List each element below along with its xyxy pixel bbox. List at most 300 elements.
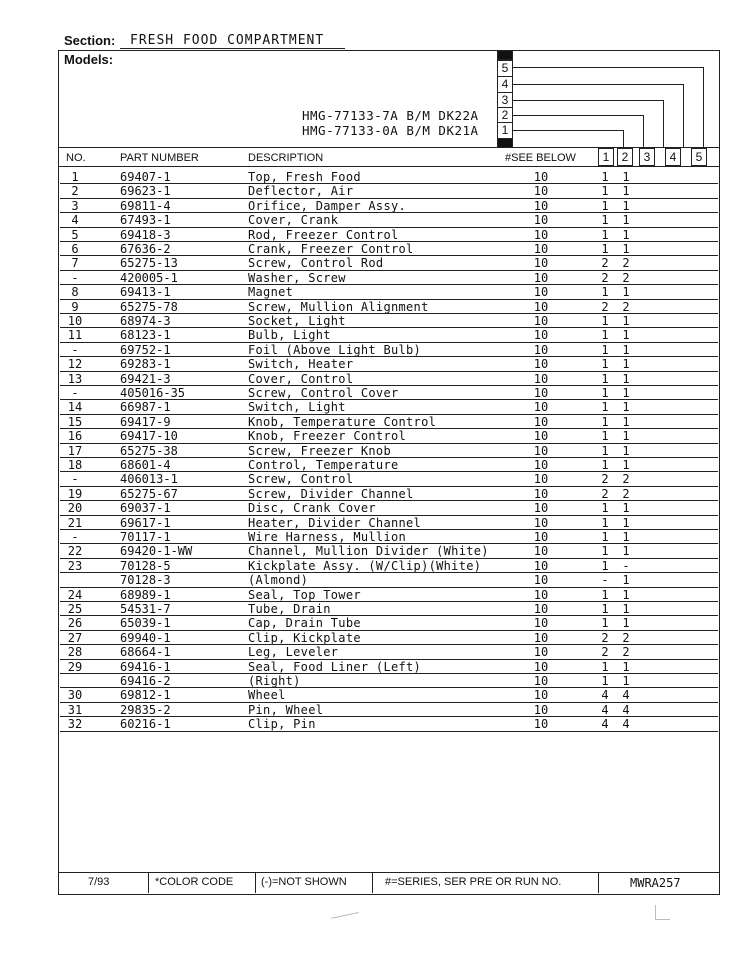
see-below-code: 10: [533, 270, 549, 285]
qty-model-2: 1: [622, 616, 630, 631]
part-number: 69420-1-WW: [120, 544, 193, 559]
see-below-code: 10: [533, 429, 549, 444]
qty-model-2: -: [622, 558, 630, 573]
part-number: 65275-38: [120, 443, 178, 458]
qty-model-2: 1: [622, 544, 630, 559]
description: Rod, Freezer Control: [248, 227, 399, 242]
part-number: 65275-13: [120, 256, 178, 271]
qty-model-2: 1: [622, 414, 630, 429]
description: Seal, Top Tower: [248, 587, 361, 602]
row-number: 19: [67, 486, 83, 501]
row-number: 3: [71, 198, 79, 213]
see-below-code: 10: [533, 227, 549, 242]
table-row: [60, 256, 718, 270]
table-row: [60, 170, 718, 184]
qty-model-1: 1: [601, 227, 609, 242]
qty-model-1: 1: [601, 184, 609, 199]
part-number: 69037-1: [120, 501, 171, 516]
see-below-code: 10: [533, 256, 549, 271]
table-row: [60, 602, 718, 616]
connector-4-h: [513, 84, 683, 85]
qty-model-1: 1: [601, 342, 609, 357]
description: Crank, Freezer Control: [248, 242, 414, 256]
table-row: [60, 458, 718, 472]
table-row: [60, 271, 718, 285]
see-below-code: 10: [533, 328, 549, 343]
part-number: 69407-1: [120, 170, 171, 184]
header-col-3: 3: [639, 148, 655, 166]
part-number: 29835-2: [120, 702, 171, 717]
part-number: 69940-1: [120, 630, 171, 645]
see-below-code: 10: [533, 717, 549, 732]
part-number: 70128-3: [120, 573, 171, 588]
table-row: [60, 660, 718, 674]
see-below-code: 10: [533, 342, 549, 357]
table-row: [60, 386, 718, 400]
part-number: 68123-1: [120, 328, 171, 343]
table-row: [60, 415, 718, 429]
part-number: 69418-3: [120, 227, 171, 242]
qty-model-2: 1: [622, 659, 630, 674]
qty-model-2: 4: [622, 702, 630, 717]
description: Channel, Mullion Divider (White): [248, 544, 489, 559]
see-below-code: 10: [533, 486, 549, 501]
qty-model-1: 1: [601, 414, 609, 429]
qty-model-1: 1: [601, 285, 609, 300]
qty-model-2: 1: [622, 515, 630, 530]
description: Knob, Freezer Control: [248, 429, 407, 444]
row-number: 10: [67, 314, 83, 328]
qty-model-1: 1: [601, 530, 609, 544]
table-row: [60, 242, 718, 256]
table-row: [60, 516, 718, 530]
part-number: 65039-1: [120, 616, 171, 631]
see-below-code: 10: [533, 371, 549, 386]
qty-model-1: 1: [601, 213, 609, 228]
header-col-5: 5: [691, 148, 707, 166]
table-row: [60, 328, 718, 342]
qty-model-2: 2: [622, 256, 630, 271]
part-number: 70117-1: [120, 530, 171, 544]
header-col-1: 1: [598, 148, 614, 166]
model-box-top-marker: [497, 50, 513, 60]
description: Deflector, Air: [248, 184, 354, 199]
qty-model-2: 1: [622, 587, 630, 602]
description: Clip, Pin: [248, 717, 316, 732]
header-no: NO.: [66, 152, 86, 164]
part-number: 68601-4: [120, 458, 171, 472]
qty-model-1: -: [601, 573, 609, 588]
table-row: [60, 429, 718, 443]
description: Foil (Above Light Bulb): [248, 342, 422, 357]
row-number: 22: [67, 544, 83, 559]
scan-mark: [329, 902, 359, 919]
row-number: 32: [67, 717, 83, 732]
description: Top, Fresh Food: [248, 170, 361, 184]
table-row: [60, 314, 718, 328]
table-row: [60, 717, 718, 731]
footer-date: 7/93: [88, 876, 110, 888]
table-row: [60, 184, 718, 198]
part-number: 68989-1: [120, 587, 171, 602]
table-row: [60, 300, 718, 314]
part-number: 69812-1: [120, 688, 171, 703]
description: Clip, Kickplate: [248, 630, 361, 645]
qty-model-1: 1: [601, 386, 609, 400]
table-row: [60, 703, 718, 717]
qty-model-1: 2: [601, 256, 609, 271]
qty-model-2: 1: [622, 443, 630, 458]
see-below-code: 10: [533, 702, 549, 717]
part-number: 68664-1: [120, 645, 171, 660]
description: Cap, Drain Tube: [248, 616, 361, 631]
qty-model-1: 2: [601, 299, 609, 314]
qty-model-1: 1: [601, 328, 609, 343]
row-number: 13: [67, 371, 83, 386]
qty-model-2: 1: [622, 170, 630, 184]
connector-3-v: [663, 100, 664, 147]
qty-model-2: 1: [622, 227, 630, 242]
part-number: 69416-1: [120, 659, 171, 674]
table-row: [60, 199, 718, 213]
model-line-1: HMG-77133-7A B/M DK22A: [302, 108, 479, 123]
row-number: -: [71, 342, 79, 357]
qty-model-1: 4: [601, 688, 609, 703]
table-row: [60, 631, 718, 645]
description: Socket, Light: [248, 314, 346, 328]
connector-1-v: [623, 130, 624, 147]
table-row: [60, 588, 718, 602]
qty-model-1: 1: [601, 587, 609, 602]
description: Seal, Food Liner (Left): [248, 659, 422, 674]
qty-model-2: 1: [622, 213, 630, 228]
header-see-below: #SEE BELOW: [505, 152, 576, 164]
qty-model-1: 1: [601, 458, 609, 472]
qty-model-1: 1: [601, 242, 609, 256]
footer-series-note: #=SERIES, SER PRE OR RUN NO.: [385, 876, 562, 888]
footer-divider: [372, 872, 373, 893]
description: Washer, Screw: [248, 270, 346, 285]
table-row: [60, 400, 718, 414]
description: Wheel: [248, 688, 286, 703]
connector-4-v: [683, 84, 684, 147]
see-below-code: 10: [533, 602, 549, 616]
description: Wire Harness, Mullion: [248, 530, 407, 544]
section-title: FRESH FOOD COMPARTMENT: [130, 33, 325, 48]
row-number: 7: [71, 256, 79, 271]
qty-model-2: 1: [622, 371, 630, 386]
qty-model-1: 2: [601, 645, 609, 660]
see-below-code: 10: [533, 659, 549, 674]
qty-model-1: 2: [601, 270, 609, 285]
see-below-code: 10: [533, 386, 549, 400]
table-row: [60, 372, 718, 386]
qty-model-2: 1: [622, 458, 630, 472]
part-number: 69283-1: [120, 357, 171, 372]
section-underline: [120, 48, 345, 49]
description: Leg, Leveler: [248, 645, 339, 660]
see-below-code: 10: [533, 443, 549, 458]
qty-model-1: 2: [601, 472, 609, 487]
connector-5-v: [703, 67, 704, 147]
row-number: 31: [67, 702, 83, 717]
see-below-code: 10: [533, 314, 549, 328]
table-row: [60, 444, 718, 458]
description: Tube, Drain: [248, 602, 331, 616]
description: Screw, Divider Channel: [248, 486, 414, 501]
row-number: 15: [67, 414, 83, 429]
see-below-code: 10: [533, 587, 549, 602]
document-code: MWRA257: [630, 876, 681, 890]
row-number: 16: [67, 429, 83, 444]
table-row: [60, 559, 718, 573]
see-below-code: 10: [533, 515, 549, 530]
table-row: [60, 228, 718, 242]
part-number: 65275-67: [120, 486, 178, 501]
qty-model-2: 1: [622, 674, 630, 688]
see-below-code: 10: [533, 198, 549, 213]
qty-model-1: 1: [601, 443, 609, 458]
qty-model-1: 1: [601, 314, 609, 328]
qty-model-2: 1: [622, 357, 630, 372]
models-label: Models:: [64, 52, 114, 67]
see-below-code: 10: [533, 458, 549, 472]
part-number: 67636-2: [120, 242, 171, 256]
qty-model-2: 1: [622, 400, 630, 415]
see-below-code: 10: [533, 558, 549, 573]
see-below-code: 10: [533, 688, 549, 703]
part-number: 54531-7: [120, 602, 171, 616]
part-number: 69623-1: [120, 184, 171, 199]
scan-mark: [655, 905, 670, 920]
header-part-number: PART NUMBER: [120, 152, 199, 164]
row-number: -: [71, 270, 79, 285]
description: Switch, Heater: [248, 357, 354, 372]
qty-model-2: 1: [622, 314, 630, 328]
see-below-code: 10: [533, 616, 549, 631]
see-below-code: 10: [533, 544, 549, 559]
description: Cover, Crank: [248, 213, 339, 228]
part-number: 69417-9: [120, 414, 171, 429]
row-number: 2: [71, 184, 79, 199]
see-below-code: 10: [533, 184, 549, 199]
qty-model-1: 2: [601, 486, 609, 501]
row-number: 29: [67, 659, 83, 674]
description: Control, Temperature: [248, 458, 399, 472]
qty-model-2: 1: [622, 184, 630, 199]
table-row: [60, 501, 718, 515]
qty-model-1: 1: [601, 501, 609, 516]
row-number: 14: [67, 400, 83, 415]
model-box-2: 2: [497, 107, 513, 124]
table-row: [60, 616, 718, 630]
qty-model-1: 1: [601, 371, 609, 386]
see-below-code: 10: [533, 645, 549, 660]
description: Switch, Light: [248, 400, 346, 415]
see-below-code: 10: [533, 170, 549, 184]
part-number: 69421-3: [120, 371, 171, 386]
description: Screw, Control Cover: [248, 386, 399, 400]
see-below-code: 10: [533, 530, 549, 544]
qty-model-2: 4: [622, 717, 630, 732]
row-number: -: [71, 530, 79, 544]
see-below-code: 10: [533, 285, 549, 300]
see-below-code: 10: [533, 501, 549, 516]
description: Knob, Temperature Control: [248, 414, 437, 429]
connector-2-h: [513, 115, 643, 116]
qty-model-2: 1: [622, 602, 630, 616]
part-number: 70128-5: [120, 558, 171, 573]
table-row: [60, 213, 718, 227]
table-row: [60, 645, 718, 659]
qty-model-2: 2: [622, 645, 630, 660]
header-col-2: 2: [617, 148, 633, 166]
see-below-code: 10: [533, 674, 549, 688]
qty-model-2: 1: [622, 342, 630, 357]
description: Disc, Crank Cover: [248, 501, 376, 516]
qty-model-1: 1: [601, 674, 609, 688]
model-box-3: 3: [497, 92, 513, 109]
connector-1-h: [513, 130, 623, 131]
model-box-5: 5: [497, 60, 513, 77]
model-box-1: 1: [497, 122, 513, 139]
qty-model-1: 2: [601, 630, 609, 645]
footer-not-shown: (-)=NOT SHOWN: [261, 876, 347, 888]
description: Screw, Mullion Alignment: [248, 299, 429, 314]
table-row: [60, 343, 718, 357]
see-below-code: 10: [533, 414, 549, 429]
qty-model-2: 1: [622, 328, 630, 343]
qty-model-2: 2: [622, 630, 630, 645]
row-number: -: [71, 386, 79, 400]
row-number: 28: [67, 645, 83, 660]
qty-model-2: 1: [622, 242, 630, 256]
part-number: 65275-78: [120, 299, 178, 314]
row-number: 24: [67, 587, 83, 602]
part-number: 405016-35: [120, 386, 186, 400]
table-row: [60, 487, 718, 501]
footer-top-rule: [58, 872, 719, 873]
part-number: 420005-1: [120, 270, 178, 285]
row-number: 11: [67, 328, 83, 343]
qty-model-2: 2: [622, 299, 630, 314]
see-below-code: 10: [533, 400, 549, 415]
row-number: 4: [71, 213, 79, 228]
description: Kickplate Assy. (W/Clip)(White): [248, 558, 482, 573]
part-number: 69413-1: [120, 285, 171, 300]
qty-model-1: 1: [601, 198, 609, 213]
description: (Right): [248, 674, 301, 688]
see-below-code: 10: [533, 472, 549, 487]
table-row: [60, 544, 718, 558]
footer-divider: [255, 872, 256, 893]
qty-model-2: 1: [622, 429, 630, 444]
part-number: 67493-1: [120, 213, 171, 228]
footer-divider: [148, 872, 149, 893]
model-box-4: 4: [497, 76, 513, 93]
row-number: -: [71, 472, 79, 487]
description: Orifice, Damper Assy.: [248, 198, 407, 213]
model-line-2: HMG-77133-0A B/M DK21A: [302, 123, 479, 138]
qty-model-2: 1: [622, 386, 630, 400]
row-number: 27: [67, 630, 83, 645]
part-number: 69416-2: [120, 674, 171, 688]
description: Magnet: [248, 285, 294, 300]
qty-model-1: 1: [601, 544, 609, 559]
qty-model-2: 4: [622, 688, 630, 703]
table-row: [60, 688, 718, 702]
qty-model-1: 1: [601, 515, 609, 530]
row-number: 9: [71, 299, 79, 314]
qty-model-2: 1: [622, 501, 630, 516]
description: Screw, Control: [248, 472, 354, 487]
header-description: DESCRIPTION: [248, 152, 324, 164]
part-number: 68974-3: [120, 314, 171, 328]
see-below-code: 10: [533, 242, 549, 256]
row-rule: [60, 731, 718, 732]
row-number: 25: [67, 602, 83, 616]
description: Screw, Freezer Knob: [248, 443, 391, 458]
row-number: 6: [71, 242, 79, 256]
qty-model-1: 4: [601, 717, 609, 732]
see-below-code: 10: [533, 299, 549, 314]
qty-model-1: 1: [601, 400, 609, 415]
row-number: 1: [71, 170, 79, 184]
table-row: [60, 573, 718, 587]
description: Cover, Control: [248, 371, 354, 386]
see-below-code: 10: [533, 357, 549, 372]
footer-divider: [598, 872, 599, 893]
connector-2-v: [643, 115, 644, 147]
section-label: Section:: [64, 33, 116, 48]
header-col-4: 4: [665, 148, 681, 166]
row-number: 5: [71, 227, 79, 242]
table-row: [60, 472, 718, 486]
description: Screw, Control Rod: [248, 256, 384, 271]
table-row: [60, 285, 718, 299]
description: (Almond): [248, 573, 309, 588]
part-number: 69617-1: [120, 515, 171, 530]
table-row: [60, 357, 718, 371]
qty-model-1: 1: [601, 602, 609, 616]
qty-model-1: 1: [601, 357, 609, 372]
qty-model-2: 1: [622, 198, 630, 213]
part-number: 66987-1: [120, 400, 171, 415]
part-number: 406013-1: [120, 472, 178, 487]
see-below-code: 10: [533, 573, 549, 588]
row-number: 17: [67, 443, 83, 458]
part-number: 69417-10: [120, 429, 178, 444]
qty-model-1: 1: [601, 170, 609, 184]
connector-3-h: [513, 100, 663, 101]
see-below-code: 10: [533, 213, 549, 228]
table-row: [60, 674, 718, 688]
qty-model-1: 1: [601, 616, 609, 631]
row-number: 23: [67, 558, 83, 573]
qty-model-1: 1: [601, 558, 609, 573]
row-number: 21: [67, 515, 83, 530]
row-number: 12: [67, 357, 83, 372]
qty-model-2: 2: [622, 472, 630, 487]
part-number: 69811-4: [120, 198, 171, 213]
qty-model-2: 2: [622, 270, 630, 285]
description: Pin, Wheel: [248, 702, 324, 717]
part-number: 69752-1: [120, 342, 171, 357]
qty-model-1: 4: [601, 702, 609, 717]
see-below-code: 10: [533, 630, 549, 645]
row-number: 30: [67, 688, 83, 703]
qty-model-1: 1: [601, 429, 609, 444]
